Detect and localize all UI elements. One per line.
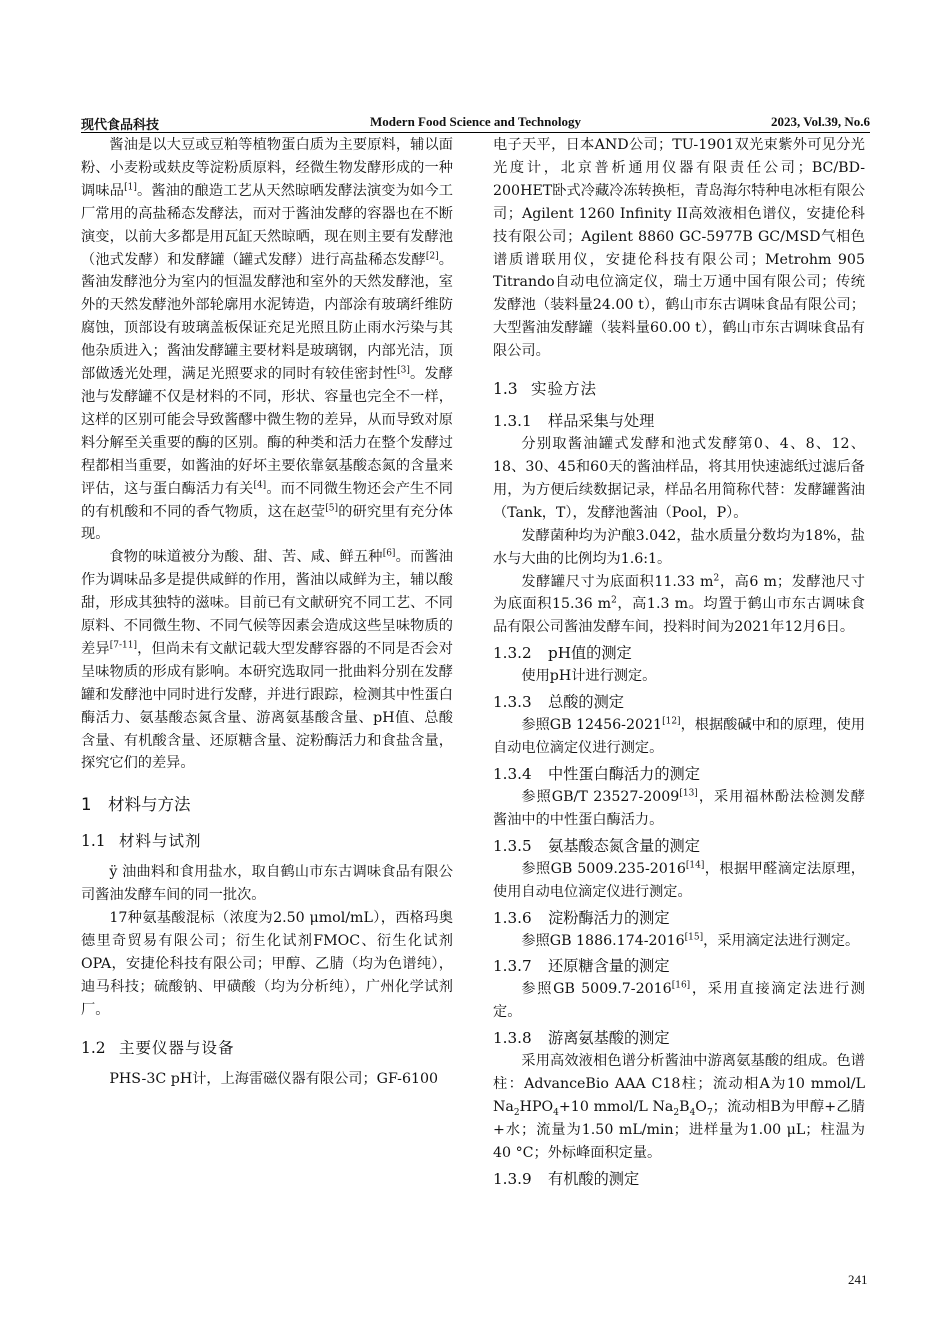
method-paragraph: 参照GB/T 23527-2009[13]，采用福林酚法检测发酵酱油中的中性蛋白酶活力。 — [493, 788, 865, 828]
materials-paragraph-2: 17种氨基酸混标（浓度为2.50 μmol/mL），西格玛奥德里奇贸易有限公司；衍生化试剂FMOC、衍生化试剂OPA，安捷伦科技有限公司；甲醇、乙腈（均为色谱纯），迪马科技；硫酸钠、甲磺酸（均为分析纯），广州化学试剂厂。 — [81, 910, 453, 1018]
header-rule — [81, 132, 870, 133]
subsubsection-heading: 1.3.9 有机酸的测定 — [493, 1169, 640, 1188]
subsubsection-heading: 1.3.4 中性蛋白酶活力的测定 — [493, 764, 700, 783]
subsubsection-heading: 1.3.5 氨基酸态氮含量的测定 — [493, 836, 700, 855]
subsubsection-heading: 1.3.7 还原糖含量的测定 — [493, 957, 670, 976]
method-paragraph: 分别取酱油罐式发酵和池式发酵第0、4、8、12、18、30、45和60天的酱油样品，将其用快速滤纸过滤后备用，为方便后续数据记录，样品名用简称代替：发酵罐酱油（Tank，T），发酵池酱油（Pool，P）。 — [493, 436, 865, 521]
intro-paragraph-2: 食物的味道被分为酸、甜、苦、咸、鲜五种[6]。而酱油作为调味品多是提供咸鲜的作用，酱油以咸鲜为主，辅以酸甜，形成其独特的滋味。目前已有文献研究不同工艺、不同原料、不同微生物、不同气候等因素会造成这些呈味物质的差异[7-11]，但尚未有文献记载大型发酵容器的不同是否会对呈味物质的形成有影响。本研究选取同一批曲料分别在发酵罐和发酵池中同时进行发酵，并进行跟踪，检测其中性蛋白酶活力、氨基酸态氮含量、游离氨基酸含量、pH值、总酸含量、有机酸含量、还原糖含量、淀粉酶活力和食盐含量，探究它们的差异。 — [81, 548, 453, 772]
subsection-heading: 1.2 主要仪器与设备 — [81, 1038, 235, 1057]
method-paragraph: 参照GB 5009.7-2016[16]，采用直接滴定法进行测定。 — [493, 980, 865, 1021]
method-paragraph: 发酵罐尺寸为底面积11.33 $m^2$，高6 m；发酵池尺寸为底面积15.36 $m^2$，高1.3 m。均置于鹤山市东古调味食品有限公司酱油发酵车间，投料时间为2021年12月6日。 — [493, 572, 865, 636]
page-number: 241 — [848, 1272, 868, 1287]
left-column — [81, 134, 453, 1091]
intro-paragraph-1: 酱油是以大豆或豆粕等植物蛋白质为主要原料，辅以面粉、小麦粉或麸皮等淀粉质原料，经微生物发酵形成的一种调味品[1]。酱油的酿造工艺从天然晾晒发酵法演变为如今工厂常用的高盐稀态发酵法，而对于酱油发酵的容器也在不断演变，以前大多都是用瓦缸天然晾晒，现在则主要有发酵池（池式发酵）和发酵罐（罐式发酵）进行高盐稀态发酵[2]。酱油发酵池分为室内的恒温发酵池和室外的天然发酵池，室外的天然发酵池外部轮廓用水泥铸造，内部涂有玻璃纤维防腐蚀，顶部设有玻璃盖板保证充足光照且防止雨水污染与其他杂质进入；酱油发酵罐主要材料是玻璃钢，内部光洁，顶部做透光处理，满足光照要求的同时有较佳密封性[3]。发酵池与发酵罐不仅是材料的不同，形状、容量也完全不一样，这样的区别可能会导致酱醪中微生物的差异，从而导致对原料分解至关重要的酶的区别。酶的种类和活力在整个发酵过程都相当重要，如酱油的好坏主要依靠氨基酸态氮的含量来评估，这与蛋白酶活力有关[4]。而不同微生物还会产生不同的有机酸和不同的香气物质，这在赵莹[5]的研究里有充分体现。 — [81, 137, 453, 543]
subsubsection-heading: 1.3.3 总酸的测定 — [493, 693, 624, 712]
equipment-paragraph-cont: 电子天平，日本AND公司；TU-1901双光束紫外可见分光光度计，北京普析通用仪器有限责任公司；BC/BD-200HET卧式冷藏冷冻转换柜，青岛海尔特种电冰柜有限公司；Agilent 1260 Infinity II高效液相色谱仪，安捷伦科技有限公司；Agilent 8860 GC-5977B GC/MSD气相色谱质谱联用仪，安捷伦科技有限公司；Metrohm 905 Titrando自动电位滴定仪，瑞士万通中国有限公司；传统发酵池（装料量24.00 t），鹤山市东古调味食品有限公司；大型酱油发酵罐（装料量60.00 t），鹤山市东古调味食品有限公司。 — [493, 137, 865, 360]
subsubsection-heading: 1.3.8 游离氨基酸的测定 — [493, 1029, 670, 1048]
volume-issue: 2023, Vol.39, No.6 — [771, 114, 870, 129]
method-paragraph: 采用高效液相色谱分析酱油中游离氨基酸的组成。色谱柱：AdvanceBio AAA C18柱；流动相A为10 mmol/L $Na_2HPO_4+10$ mmol/L $Na_2B_4O_7$；流动相B为甲醇+乙腈+水；流量为1.50 mL/min；进样量为1.00 μL；柱温为40 °C；外标峰面积定量。 — [493, 1053, 865, 1161]
journal-title-cn: 现代食品科技 — [81, 117, 160, 132]
journal-title-en: Modern Food Science and Technology — [370, 114, 581, 129]
method-paragraph: 参照GB 1886.174-2016[15]，采用滴定法进行测定。 — [521, 931, 860, 949]
subsection-heading: 1.1 材料与试剂 — [81, 832, 202, 851]
method-paragraph: 发酵菌种均为沪酿3.042，盐水质量分数均为18%，盐水与大曲的比例均为1.6:1。 — [493, 527, 865, 567]
subsubsection-heading: 1.3.6 淀粉酶活力的测定 — [493, 908, 670, 927]
right-column — [493, 134, 865, 1191]
equipment-paragraph-start: PHS-3C pH计，上海雷磁仪器有限公司；GF-6100 — [109, 1070, 439, 1087]
subsubsection-heading: 1.3.1 样品采集与处理 — [493, 412, 655, 431]
section-heading: 1 材料与方法 — [81, 795, 191, 815]
method-paragraph: 参照GB 12456-2021[12]，根据酸碱中和的原理，使用自动电位滴定仪进行测定。 — [493, 716, 866, 757]
method-paragraph: 使用pH计进行测定。 — [521, 668, 657, 685]
method-paragraph: 参照GB 5009.235-2016[14]，根据甲醛滴定法原理，使用自动电位滴定仪进行测定。 — [493, 860, 865, 900]
subsection-heading: 1.3 实验方法 — [493, 380, 598, 399]
subsubsection-heading: 1.3.2 pH值的测定 — [493, 644, 632, 663]
running-header — [81, 114, 870, 132]
materials-paragraph-1: ÿ 油曲料和食用盐水，取自鹤山市东古调味食品有限公司酱油发酵车间的同一批次。 — [81, 864, 453, 904]
